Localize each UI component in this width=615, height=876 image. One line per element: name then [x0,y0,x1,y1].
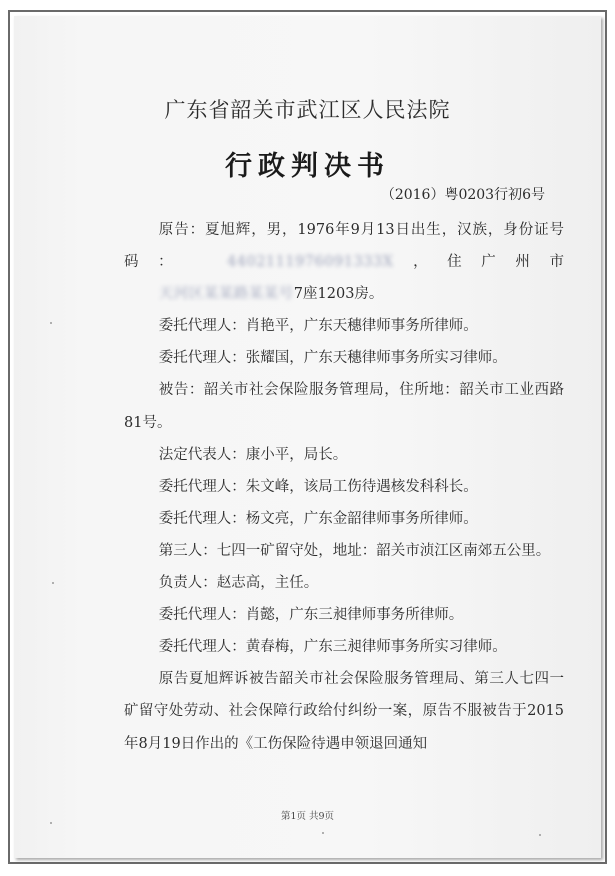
third-party-agent-1: 委托代理人：肖懿，广东三昶律师事务所律师。 [158,607,464,624]
legal-representative: 法定代表人：康小平，局长。 [158,446,348,463]
court-name: 广东省韶关市武江区人民法院 [164,98,451,122]
plaintiff-agent-1: 委托代理人：肖艳平，广东天穗律师事务所律师。 [158,318,478,335]
scan-speck [52,582,54,584]
plaintiff-line-2b: ，住广州市 [393,254,564,271]
document-type-title: 行政判决书 [225,151,390,182]
case-number: （2016）粤0203行初6号 [380,187,545,203]
defendant-agent-1: 委托代理人：朱文峰，该局工伤待遇核发科科长。 [158,478,478,495]
third-party-paragraph: 第三人：七四一矿留守处，地址：韶关市浈江区南郊五公里。 [158,542,551,559]
defendant-paragraph: 被告：韶关市社会保险服务管理局，住所地：韶关市工业西路81号。 [124,382,564,431]
redacted-address: 天河区某某路某某号 [158,286,294,303]
document-frame [8,10,607,864]
plaintiff-agent-2: 委托代理人：张耀国，广东天穗律师事务所实习律师。 [158,350,507,367]
scan-speck [50,322,52,324]
scan-speck [322,832,324,834]
plaintiff-line-2a: 证号码： [124,222,565,271]
defendant-agent-2: 委托代理人：杨文亮，广东金韶律师事务所律师。 [158,510,478,527]
case-summary-paragraph: 原告夏旭辉诉被告韶关市社会保险服务管理局、第三人七四一矿留守处劳动、社会保障行政给付纠纷一案，原告不服被告于2015年8月19日作出的《工伤保险待遇申领退回通知 [124,671,564,752]
third-party-agent-2: 委托代理人：黄春梅，广东三昶律师事务所实习律师。 [158,639,507,656]
scan-speck [50,822,52,824]
judgment-body [124,214,564,760]
scan-speck [539,834,541,836]
page-number-footer: 第1页 共9页 [280,811,335,822]
responsible-person: 负责人：赵志高，主任。 [158,575,319,592]
plaintiff-line-1: 原告：夏旭辉，男，1976年9月13日出生，汉族，身份 [158,222,535,238]
redacted-id-number: 4402111976091333X [227,254,394,271]
plaintiff-line-3: 7座1203房。 [293,286,384,303]
plaintiff-paragraph [124,214,564,310]
document-page [14,16,601,858]
